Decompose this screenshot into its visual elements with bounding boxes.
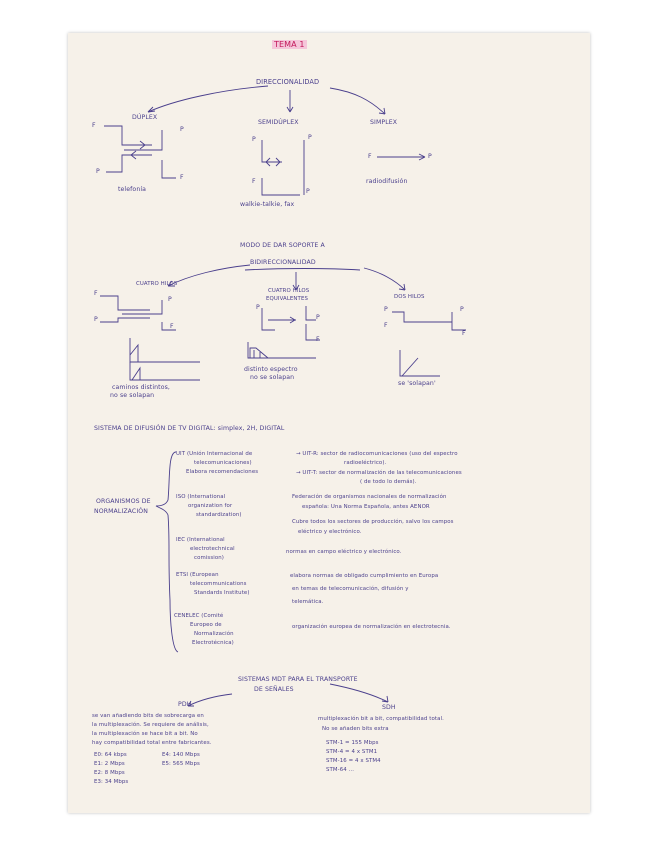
s4-pdh: PDH <box>178 701 192 708</box>
s2-F-3: F <box>316 336 320 343</box>
s4-rate-e2: E2: 8 Mbps <box>94 770 125 776</box>
s3-cenelec-4: Electrotécnica) <box>192 640 234 646</box>
arrow-to-cuatro <box>168 265 250 286</box>
s2-dos: DOS HILOS <box>394 294 425 300</box>
s1-telefonia: telefonía <box>118 186 147 193</box>
s3-etsi-2: telecommunications <box>190 581 247 587</box>
s4-stm-4: STM-4 = 4 x STM1 <box>326 749 378 755</box>
s1-F-2: F <box>180 174 184 181</box>
s2-F-2: F <box>170 323 174 330</box>
s2-caption-2b: no se solapan <box>250 374 295 381</box>
s3-iso-1: ISO (International <box>176 494 226 500</box>
s4-pdh-line-1: se van añadiendo bits de sobrecarga en <box>92 713 204 719</box>
s3-uitt-2: ( de todo lo demás). <box>360 479 417 485</box>
s3-etsi-desc-2: en temas de telecomunicación, difusión y <box>292 586 409 592</box>
s4-rate-e5: E5: 565 Mbps <box>162 761 200 767</box>
s3-uit-3: Elabora recomendaciones <box>186 469 259 475</box>
s1-F-3: F <box>252 178 256 185</box>
s1-P-1: P <box>180 126 184 133</box>
s2-caption-1b: no se solapan <box>110 392 155 399</box>
s1-duplex: DÚPLEX <box>132 114 158 121</box>
s2-heading-1: MODO DE DAR SOPORTE A <box>240 242 325 249</box>
s4-stm-1: STM-1 = 155 Mbps <box>326 740 379 746</box>
s2-P-3: P <box>256 304 260 311</box>
s2-caption-1a: caminos distintos, <box>112 384 170 391</box>
s1-F-4: F <box>368 153 372 160</box>
s3-uitr-1: → UIT-R: sector de radiocomunicaciones (uso del espectro <box>296 451 458 457</box>
s4-sdh: SDH <box>382 704 396 711</box>
s2-F-1: F <box>94 290 98 297</box>
s4-rate-e4: E4: 140 Mbps <box>162 752 200 758</box>
arrow-to-duplex <box>148 86 268 112</box>
s4-pdh-line-4: hay compatibilidad total entre fabricantes. <box>92 740 212 746</box>
s3-iec-3: comission) <box>194 555 224 561</box>
s1-P-6: P <box>428 153 432 160</box>
s4-rate-e1: E1: 2 Mbps <box>94 761 125 767</box>
s3-organismos-1: ORGANISMOS DE <box>96 498 151 505</box>
s3-cenelec-2: Europeo de <box>190 622 222 628</box>
s1-heading: DIRECCIONALIDAD <box>256 78 320 86</box>
s3-iec-desc: normas en campo eléctrico y electrónico. <box>286 549 402 555</box>
organismos-brace <box>156 452 178 652</box>
page-title: TEMA 1 <box>274 40 305 49</box>
s1-P-2: P <box>96 168 100 175</box>
s2-caption-2a: distinto espectro <box>244 366 298 373</box>
s3-etsi-desc-3: telemática. <box>292 599 324 605</box>
s3-iso-3: standardization) <box>196 512 242 518</box>
s1-walkie: walkie-talkie, fax <box>240 201 295 208</box>
s2-P-4: P <box>316 314 320 321</box>
s3-iso-2: organization for <box>188 503 233 509</box>
s3-uit-1: UIT (Unión Internacional de <box>176 451 253 457</box>
arrow-to-dos <box>364 268 405 290</box>
arrow-to-simplex <box>330 88 385 114</box>
s2-cuatro-eq-2: EQUIVALENTES <box>266 296 308 302</box>
s2-heading-2: BIDIRECCIONALIDAD <box>250 259 316 266</box>
semiduplex-line <box>262 140 282 162</box>
s4-sdh-line-1: multiplexación bit a bit, compatibilidad total. <box>318 716 444 722</box>
duplex-line-top <box>104 126 152 145</box>
s2-P-1: P <box>168 296 172 303</box>
s3-iso-desc-2: española: Una Norma Española, antes AENOR <box>302 504 430 510</box>
s3-organismos-2: NORMALIZACIÓN <box>94 508 148 515</box>
s2-F-5: F <box>462 330 466 337</box>
s4-heading-1: SISTEMAS MDT PARA EL TRANSPORTE <box>238 676 358 683</box>
s1-P-4: P <box>308 134 312 141</box>
s3-iec-1: IEC (International <box>176 537 225 543</box>
s2-caption-3: se 'solapan' <box>398 380 436 387</box>
duplex-line-bottom <box>106 155 152 172</box>
s2-F-4: F <box>384 322 388 329</box>
s4-sdh-line-2: No se añaden bits extra <box>322 726 389 732</box>
s1-radio: radiodifusión <box>366 178 408 185</box>
s3-cenelec-3: Normalización <box>194 631 234 637</box>
s3-heading: SISTEMA DE DIFUSIÓN DE TV DIGITAL: simplex, 2H, DIGITAL <box>94 425 285 432</box>
s3-iso-desc-1: Federación de organismos nacionales de normalización <box>292 494 447 500</box>
s3-iec-2: electrotechnical <box>190 546 235 552</box>
s2-P-2: P <box>94 316 98 323</box>
s4-heading-2: DE SEÑALES <box>254 686 294 693</box>
s2-cuatro-eq-1: CUATRO HILOS <box>268 288 310 294</box>
s1-semiduplex: SEMIDÚPLEX <box>258 119 299 126</box>
s3-iso-desc-4: eléctrico y electrónico. <box>298 529 362 535</box>
s3-etsi-1: ETSI (European <box>176 572 219 578</box>
s2-P-6: P <box>460 306 464 313</box>
s3-cenelec-desc: organización europea de normalización en electrotecnia. <box>292 624 451 630</box>
s4-stm-16: STM-16 = 4 x STM4 <box>326 758 381 764</box>
s1-P-5: P <box>306 188 310 195</box>
s4-rate-e3: E3: 34 Mbps <box>94 779 129 785</box>
s2-P-5: P <box>384 306 388 313</box>
s4-pdh-line-3: la multiplexación se hace bit a bit. No <box>92 731 198 737</box>
s3-uitt-1: → UIT-T: sector de normalización de las telecomunicaciones <box>296 470 462 476</box>
s3-cenelec-1: CENELEC (Comité <box>174 613 224 619</box>
s4-pdh-line-2: la multiplexación. Se requiere de análisis, <box>92 722 209 728</box>
s2-cuatro: CUATRO HILOS <box>136 281 178 287</box>
s1-P-3: P <box>252 136 256 143</box>
s3-uit-2: telecomunicaciones) <box>194 460 252 466</box>
s3-etsi-3: Standards Institute) <box>194 590 250 596</box>
s1-simplex: SIMPLEX <box>370 119 398 126</box>
s4-stm-64: STM-64 ... <box>326 767 355 773</box>
s4-rate-e0: E0: 64 kbps <box>94 752 127 758</box>
s3-uitr-2: radioeléctrico). <box>344 460 387 466</box>
s3-etsi-desc-1: elabora normas de obligado cumplimiento en Europa <box>290 573 439 579</box>
s3-iso-desc-3: Cubre todos los sectores de producción, salvo los campos <box>292 519 454 525</box>
s1-F-1: F <box>92 122 96 129</box>
